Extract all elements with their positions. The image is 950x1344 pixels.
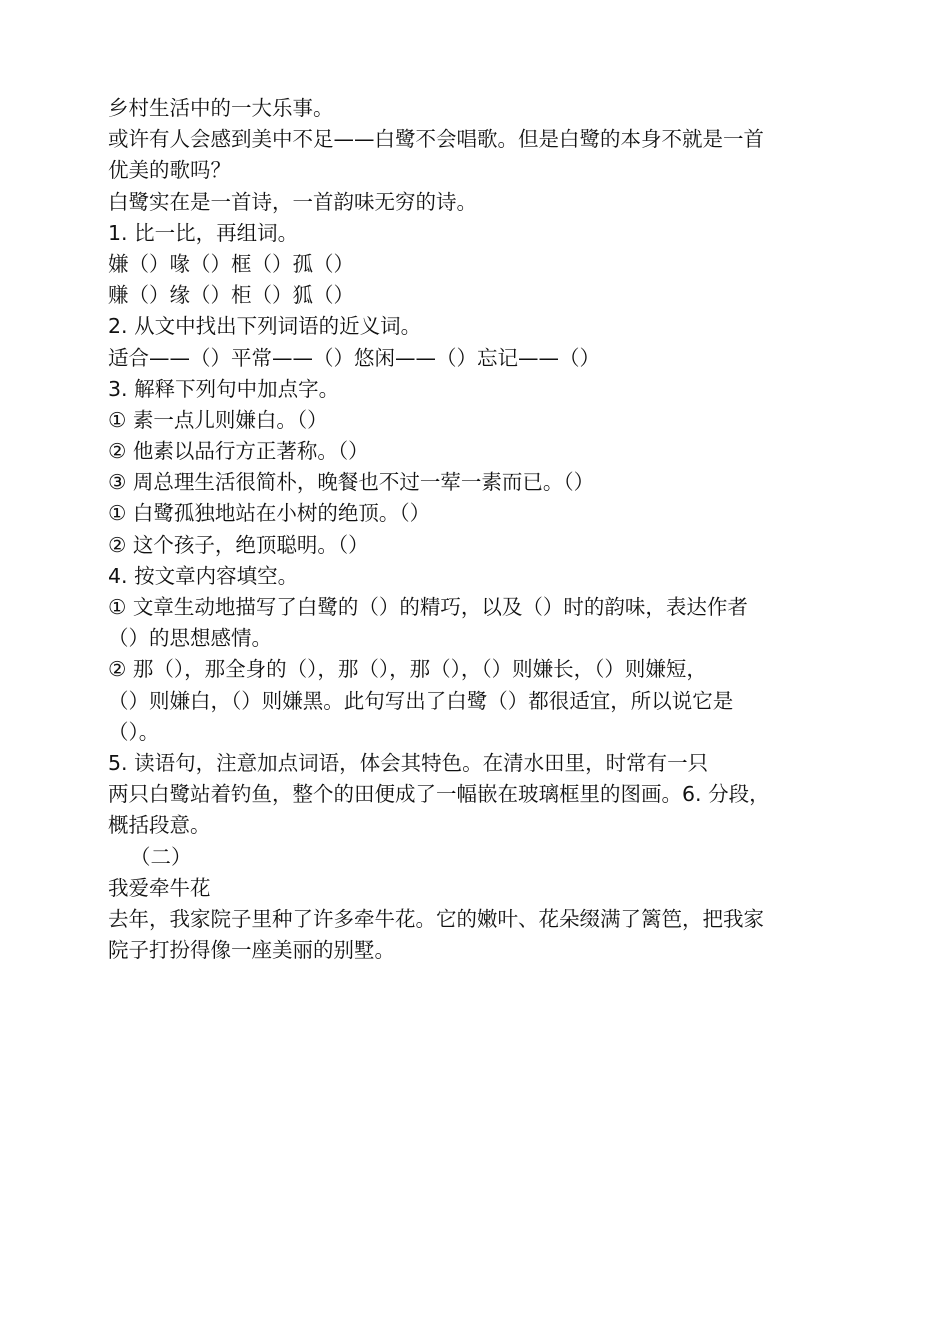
word-compare-row: 嫌（）喙（）框（）孤（） (108, 251, 354, 276)
question-item: ① 素一点儿则嫌白。（） (108, 407, 328, 432)
text-line: 两只白鹭站着钓鱼，整个的田便成了一幅嵌在玻璃框里的图画。6. 分段， (108, 782, 770, 807)
question-item: ③ 周总理生活很简朴，晚餐也不过一荤一素而已。（） (108, 470, 595, 495)
question-item-continued: （）。 (108, 719, 160, 744)
question-item: ① 文章生动地描写了白鹭的（）的精巧，以及（）时的韵味，表达作者 (108, 595, 748, 619)
text-line: 白鹭实在是一首诗，一首韵味无穷的诗。 (108, 189, 477, 214)
text-line: 概括段意。 (108, 813, 211, 838)
section-number: （二） (130, 844, 192, 869)
question-item: ② 那（），那全身的（），那（），那（），（）则嫌长，（）则嫌短， (108, 657, 707, 682)
text-line: 院子打扮得像一座美丽的别墅。 (108, 938, 395, 963)
question-heading: 4. 按文章内容填空。 (108, 563, 299, 588)
text-line: 优美的歌吗？ (108, 158, 231, 183)
text-line: 乡村生活中的一大乐事。 (108, 96, 334, 120)
text-line: 去年，我家院子里种了许多牵牛花。它的嫩叶、花朵缀满了篱笆，把我家 (108, 906, 764, 931)
question-item: ① 白鹭孤独地站在小树的绝顶。（） (108, 501, 431, 526)
question-item: ② 这个孩子，绝顶聪明。（） (108, 532, 369, 557)
word-compare-row: 赚（）缘（）柜（）狐（） (108, 283, 354, 308)
text-line: 或许有人会感到美中不足——白鹭不会唱歌。但是白鹭的本身不就是一首 (108, 127, 764, 152)
question-heading: 2. 从文中找出下列词语的近义词。 (108, 314, 422, 339)
question-item-continued: （）的思想感情。 (108, 626, 272, 651)
synonym-row: 适合——（）平常——（）悠闲——（）忘记——（） (108, 345, 600, 370)
document-body (108, 93, 868, 966)
question-heading: 5. 读语句，注意加点词语，体会其特色。在清水田里，时常有一只 (108, 750, 709, 775)
section-title: 我爱牵牛花 (108, 875, 211, 900)
question-heading: 3. 解释下列句中加点字。 (108, 376, 340, 401)
question-item-continued: （）则嫌白，（）则嫌黑。此句写出了白鹭（）都很适宜，所以说它是 (108, 688, 734, 713)
question-item: ② 他素以品行方正著称。（） (108, 439, 369, 464)
question-heading: 1. 比一比，再组词。 (108, 220, 299, 245)
